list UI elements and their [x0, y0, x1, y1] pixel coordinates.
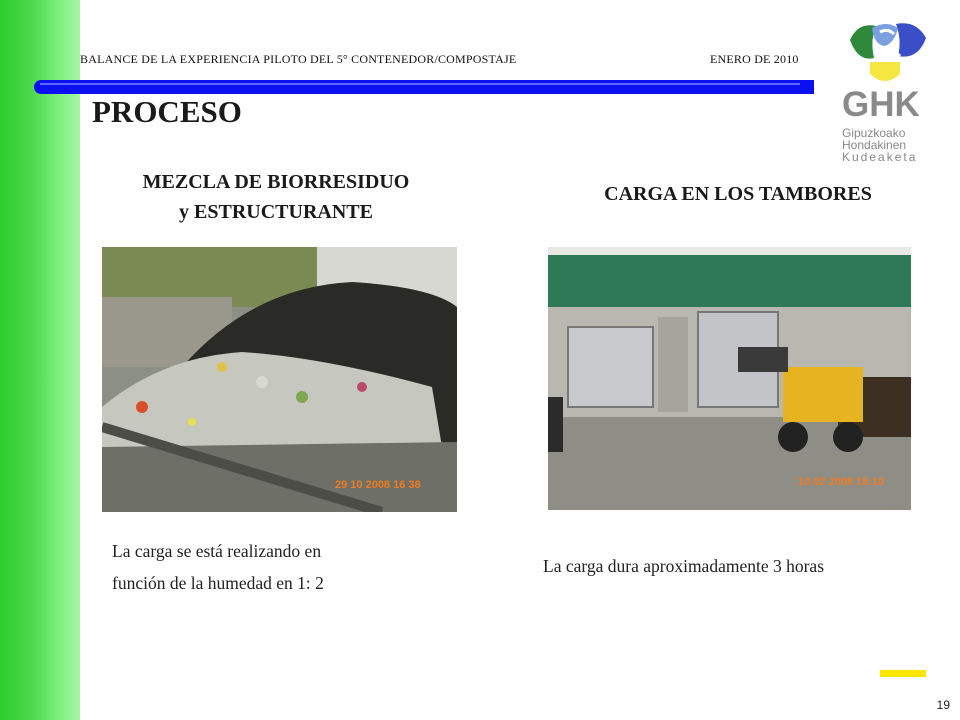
header-date: ENERO DE 2010: [710, 52, 799, 66]
sidebar-decoration: [0, 0, 80, 720]
logo-line-1: Gipuzkoako: [842, 126, 906, 140]
compost-pile-photo: [102, 247, 457, 512]
page-number: 19: [936, 698, 950, 712]
header-document-title: BALANCE DE LA EXPERIENCIA PILOTO DEL 5° CONTENEDOR/COMPOSTAJE: [80, 52, 517, 66]
right-column-heading: CARGA EN LOS TAMBORES: [604, 183, 872, 205]
left-caption-line-2: función de la humedad en 1: 2: [112, 573, 324, 593]
logo-line-3: Kudeaketa: [842, 150, 918, 164]
page-title: PROCESO: [92, 94, 242, 129]
right-caption: La carga dura aproximadamente 3 horas: [543, 556, 825, 576]
right-photo-timestamp: 10 02 2008 15:10: [798, 476, 885, 488]
left-caption-line-1: La carga se está realizando en: [112, 541, 322, 561]
left-heading-line-2: y ESTRUCTURANTE: [179, 201, 373, 223]
left-column-heading: [96, 167, 456, 227]
left-heading-line-1: MEZCLA DE BIORRESIDUO: [142, 171, 410, 193]
header-bar-highlight: [40, 83, 800, 85]
left-caption: [112, 535, 452, 599]
logo-wordmark: GHK: [842, 85, 920, 124]
logo-line-2: Hondakinen: [842, 138, 907, 152]
drum-loading-photo: [548, 247, 911, 510]
left-photo-timestamp: 29 10 2008 16 38: [335, 479, 421, 491]
accent-dash: [880, 670, 926, 677]
